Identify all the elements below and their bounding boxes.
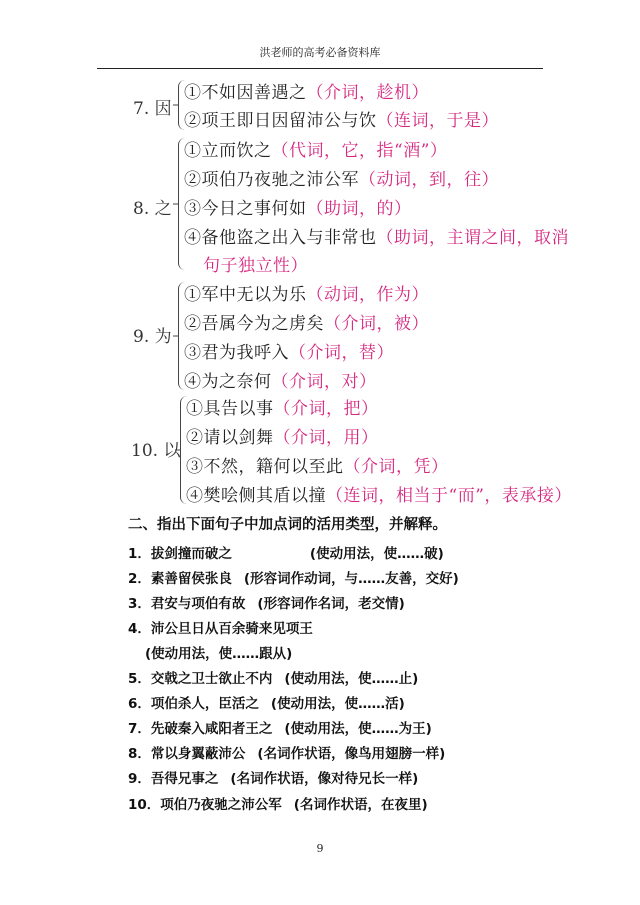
item-answer: (名词作状语，在夜里) — [293, 797, 428, 813]
annotation-text: （介词，把） — [273, 399, 379, 419]
header-divider — [97, 68, 543, 69]
item-answer: (使动用法，使……破) — [309, 546, 444, 562]
annotation-text: （连词，相当于“而”，表承接） — [326, 486, 572, 506]
item-answer: (使动用法，使……为王) — [284, 721, 432, 737]
group-yi-line-3 — [186, 452, 449, 477]
group-yi-line-1 — [186, 394, 379, 419]
group-label-zhi: 8. 之 — [133, 199, 172, 219]
group-wei-line-3 — [184, 338, 394, 363]
group-wei-line-1 — [184, 280, 429, 305]
group-zhi-line-1 — [184, 136, 447, 161]
group-yi-line-2 — [186, 423, 379, 448]
group-zhi-line-4-continuation: 句子独立性） — [203, 256, 308, 276]
exercise-item-7 — [128, 717, 432, 737]
annotation-text: （助词，主谓之间，取消 — [376, 228, 569, 248]
exercise-item-1 — [128, 542, 444, 562]
item-answer: (名词作状语，像对待兄长一样) — [230, 771, 419, 787]
exercise-item-9 — [128, 767, 418, 787]
sentence-text: ①具告以事 — [186, 399, 274, 419]
annotation-text: （代词，它，指“酒”） — [271, 141, 448, 161]
exercise-item-4-answer: (使动用法，使……跟从) — [145, 646, 293, 662]
annotation-text: （助词，的） — [306, 199, 412, 219]
sentence-text: ①军中无以为乐 — [184, 285, 307, 305]
annotation-text: （介词，凭） — [343, 457, 449, 477]
annotation-text: （介词，替） — [289, 343, 394, 363]
item-number: 3． — [128, 596, 151, 612]
item-answer: (形容词作名词，老交情) — [257, 596, 405, 612]
item-number: 9． — [128, 771, 151, 787]
item-sentence: 项伯乃夜驰之沛公军 — [160, 797, 282, 813]
item-number: 5． — [128, 671, 151, 687]
sentence-text: ③今日之事何如 — [184, 199, 307, 219]
group-yin-line-2 — [184, 106, 499, 131]
exercise-item-10 — [128, 793, 428, 813]
sentence-text: ④樊哙侧其盾以撞 — [186, 486, 326, 506]
annotation-text: （动词，作为） — [306, 285, 429, 305]
annotation-text: （介词，被） — [324, 314, 429, 334]
item-sentence: 常以身翼蔽沛公 — [150, 746, 246, 762]
group-zhi-line-3 — [184, 194, 412, 219]
item-sentence: 吾得兄事之 — [150, 771, 219, 787]
group-wei-line-4 — [184, 367, 377, 392]
item-sentence: 交戟之卫士欲止不内 — [150, 671, 273, 687]
sentence-text: ③君为我呼入 — [184, 343, 289, 363]
sentence-text: ①立而饮之 — [184, 141, 272, 161]
sentence-text: ②项伯乃夜驰之沛公军 — [184, 170, 359, 190]
item-number: 10． — [128, 797, 161, 813]
item-sentence: 沛公旦日从百余骑来见项王 — [150, 621, 313, 637]
item-sentence: 素善留侯张良 — [150, 571, 232, 587]
sentence-text: ④为之奈何 — [184, 372, 272, 392]
sentence-text: ②请以剑舞 — [186, 428, 274, 448]
group-label-yi: 10. 以 — [131, 441, 181, 461]
annotation-text: （介词，趁机） — [306, 83, 429, 103]
group-zhi-line-2 — [184, 165, 499, 190]
annotation-text: （介词，用） — [273, 428, 379, 448]
item-number: 6． — [128, 696, 151, 712]
item-number: 1． — [128, 546, 151, 562]
exercise-item-8 — [128, 742, 445, 762]
section-title: 二、指出下面句子中加点词的活用类型，并解释。 — [128, 517, 447, 533]
exercise-item-3 — [128, 592, 405, 612]
exercise-item-4 — [128, 617, 325, 637]
sentence-text: ②吾属今为之虏矣 — [184, 314, 324, 334]
item-answer: (使动用法，使……止) — [284, 671, 419, 687]
item-number: 2． — [128, 571, 151, 587]
page-number: 9 — [316, 842, 324, 855]
group-yi-line-4 — [186, 481, 572, 506]
item-number: 8． — [128, 746, 151, 762]
exercise-item-2 — [128, 567, 459, 587]
sentence-text: ②项王即日因留沛公与饮 — [184, 111, 377, 131]
item-number: 4． — [128, 621, 151, 637]
item-answer: (使动用法，使……活) — [270, 696, 405, 712]
item-number: 7． — [128, 721, 151, 737]
group-yin-line-1 — [184, 78, 429, 103]
group-zhi-line-4 — [184, 223, 569, 248]
group-label-yin: 7. 因 — [133, 99, 172, 119]
item-sentence: 先破秦入咸阳者王之 — [150, 721, 273, 737]
exercise-item-5 — [128, 667, 418, 687]
group-wei-line-2 — [184, 309, 429, 334]
sentence-text: ④备他盗之出入与非常也 — [184, 228, 377, 248]
group-label-wei: 9. 为 — [133, 327, 172, 347]
item-answer: (形容词作动词，与……友善，交好) — [243, 571, 459, 587]
sentence-text: ③不然，籍何以至此 — [186, 457, 344, 477]
item-sentence: 拔剑撞而破之 — [150, 546, 232, 562]
annotation-text: （连词，于是） — [376, 111, 499, 131]
annotation-text: （动词，到，往） — [359, 170, 499, 190]
exercise-item-6 — [128, 692, 405, 712]
sentence-text: ①不如因善遇之 — [184, 83, 307, 103]
page-header: 洪老师的高考必备资料库 — [259, 46, 381, 59]
item-sentence: 项伯杀人，臣活之 — [150, 696, 259, 712]
item-answer: (名词作状语，像鸟用翅膀一样) — [257, 746, 446, 762]
item-sentence: 君安与项伯有故 — [150, 596, 246, 612]
annotation-text: （介词，对） — [271, 372, 377, 392]
